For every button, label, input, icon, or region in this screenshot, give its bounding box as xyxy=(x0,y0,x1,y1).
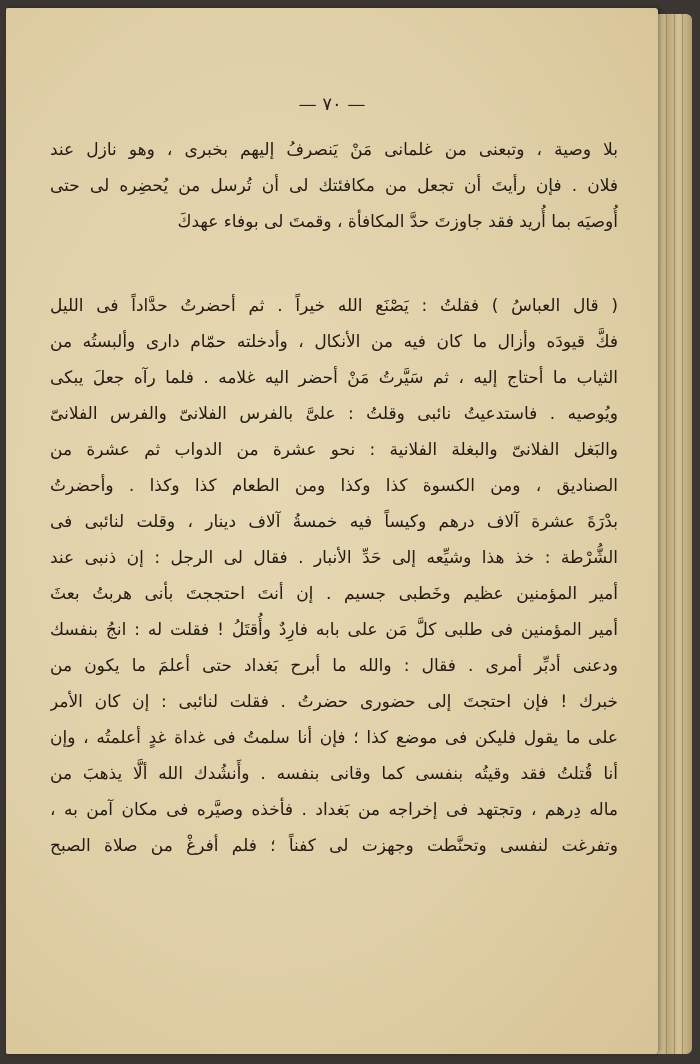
paragraph-1 xyxy=(50,132,618,240)
book-page xyxy=(6,8,658,1054)
text-line: الشُّرْطة : خذ هذا وشيِّعه إلى حَدِّ الأنبار . فقال لى الرجل : إن ذنبى عند xyxy=(50,548,618,568)
text-line: ودعنى أدبِّر أمرى . فقال : والله ما أبرح بَغداد حتى أعلمَ ما يكون من xyxy=(50,656,618,676)
text-line: والبَغل الفلانىّ والبغلة الفلانية : نحو عشرة من الدواب ثم عشرة من xyxy=(50,440,618,460)
text-line: خبرك ! فإن احتجتَ إلى حضورى حضرتُ . فقلت لنائبى : إن كان الأمر xyxy=(50,692,618,712)
text-line: أُوصيَه بما أُريد فقد جاوزتَ حدَّ المكافأة ، وقمتَ لى بوفاء عهدكَ xyxy=(177,212,618,232)
text-line: ماله دِرهم ، وتجتهد فى إخراجه من بَغداد . فأخذه وصيَّره فى مكان آمن به ، xyxy=(50,800,618,820)
page-number: — ٧٠ — xyxy=(298,94,366,115)
paragraph-2 xyxy=(50,288,618,864)
text-line: وتفرغت لنفسى وتحنَّطت وجهزت لى كفناً ؛ فلم أفرغْ من صلاة الصبح xyxy=(50,836,618,856)
text-line: على ما يقول فليكن فى موضع كذا ؛ فإن أنا سلمتُ فى غداة غدٍ أعلمتُه ، وإن xyxy=(50,728,618,748)
text-line: أمير المؤمنين عظيم وخَطبى جسيم . إن أنتَ احتججتَ بأنى هربتُ بعثَ xyxy=(50,584,618,604)
text-line: بدْرَةَ عشرة آلاف درهم وكيساً فيه خمسةُ آلاف دينار ، وقلت لنائبى فى xyxy=(50,512,618,532)
text-line: ويُوصيه . فاستدعيتُ نائبى وقلتُ : علىَّ بالفرس الفلانىّ والفرس الفلانىّ xyxy=(50,404,618,424)
text-line: الصناديق ، ومن الكسوة كذا وكذا ومن الطعام كذا وكذا . وأحضرتُ xyxy=(50,476,618,496)
text-line: الثياب ما أحتاج إليه ، ثم سَيَّرتُ مَنْ أحضر اليه غلامه . فلما رآه جعلَ يبكى xyxy=(50,368,618,388)
text-line: ( قال العباسُ ) فقلتُ : يَصْنَع الله خيراً . ثم أحضرتُ حدَّاداً فى الليل xyxy=(50,296,618,316)
text-line: بلا وصية ، وتبعنى من غلمانى مَنْ يَنصرفُ إليهم بخبرى ، وهو نازل عند xyxy=(50,140,618,160)
text-line: فلان . فإن رأيتَ أن تجعل من مكافئتك لى أن تُرسل من يُحضِره لى حتى xyxy=(50,176,618,196)
text-line: أمير المؤمنين فى طلبى كلَّ مَن على بابه فارِدٌ وأُقتَلُ ! فقلت له : انجُ بنفسك xyxy=(50,620,618,640)
text-line: أنا قُتلتُ فقد وقيتُه بنفسى كما وقانى بنفسه . وأَنشُدك الله ألَّا يذهبَ من xyxy=(50,764,618,784)
text-line: فكَّ قيودَه وأزال ما كان فيه من الأنكال ، وأدخلته حمّام دارى وألبستُه من xyxy=(50,332,618,352)
